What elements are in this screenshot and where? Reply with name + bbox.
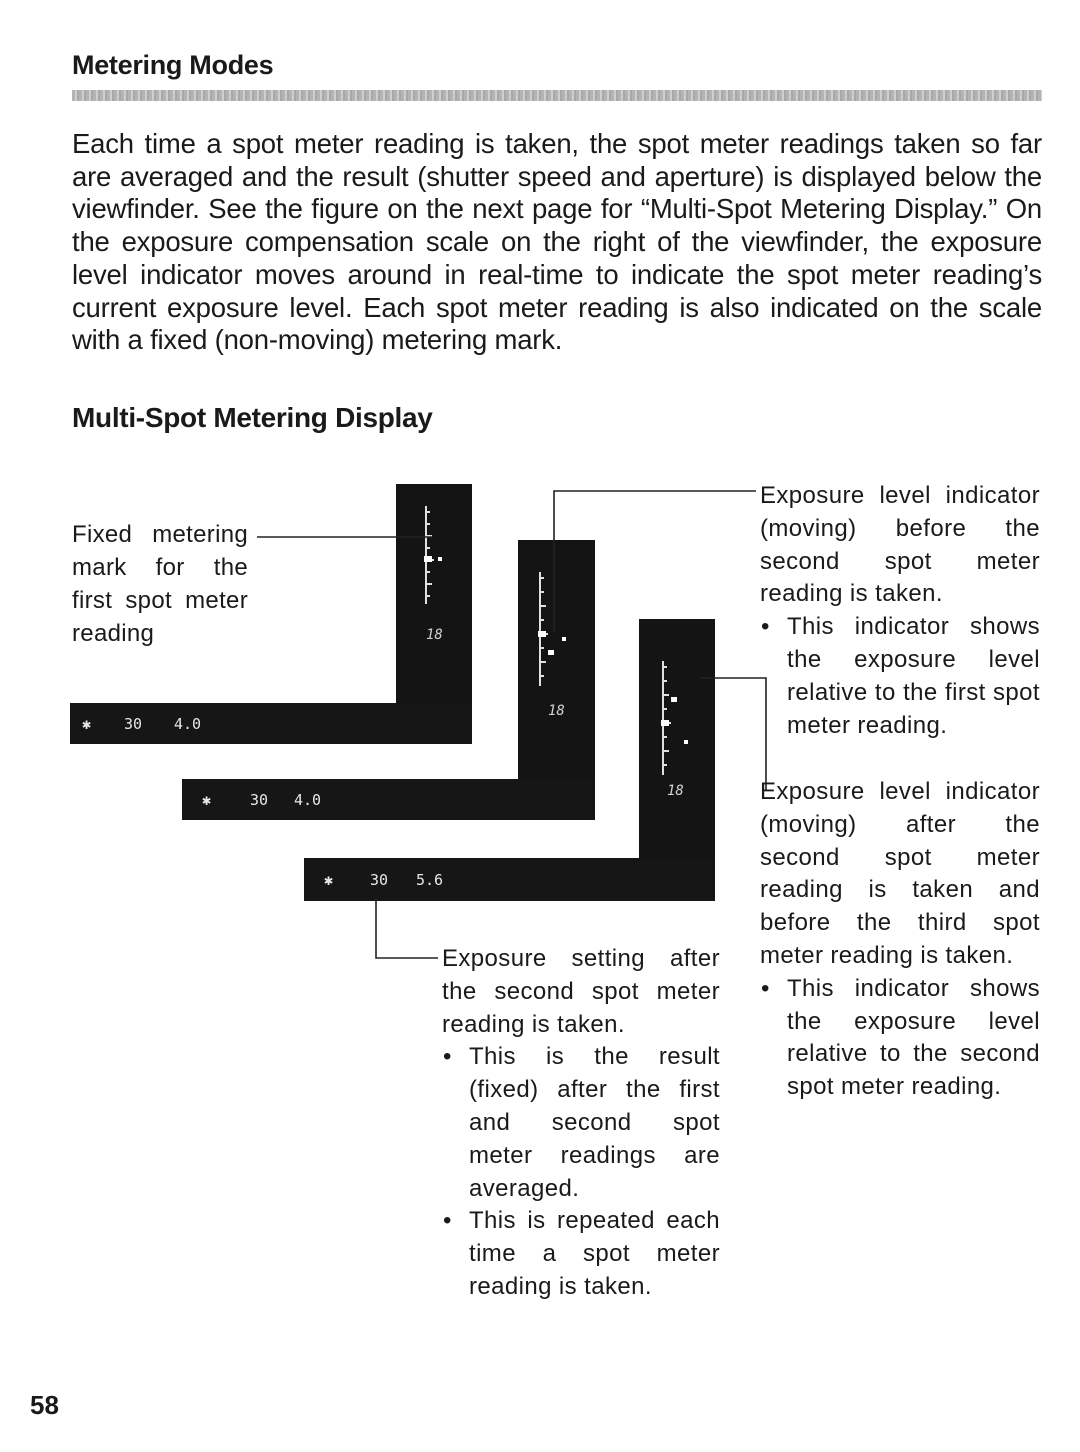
scale-number-3: 18 xyxy=(667,783,684,799)
fixed-mark-label-line: Fixed metering xyxy=(72,521,248,548)
scale-number-2: 18 xyxy=(548,703,565,719)
callout-bullet: • This is repeated each time a spot meter reading is taken. xyxy=(442,1205,720,1303)
figure-subtitle: Multi-Spot Metering Display xyxy=(72,402,433,433)
callout-indicator-after-second xyxy=(760,776,1040,1104)
leader-exposure-setting xyxy=(376,898,438,958)
callout-text: Exposure setting after the second spot meter reading is taken. xyxy=(442,945,720,1038)
display-symbol-1: ✱ xyxy=(82,714,92,733)
display-symbol-3: ✱ xyxy=(324,870,334,889)
shutter-speed-3: 30 xyxy=(370,870,389,889)
callout-text: Exposure level indicator (moving) before the second spot meter reading is taken. xyxy=(760,482,1040,608)
fixed-mark-label-line: first spot meter xyxy=(72,587,248,614)
display-symbol-2: ✱ xyxy=(202,790,212,809)
leader-before-second xyxy=(554,491,756,632)
scale-number-1: 18 xyxy=(426,627,443,643)
page-number: 58 xyxy=(30,1390,59,1420)
callout-bullet: • This is the result (fixed) after the first and second spot meter readings are averaged. xyxy=(442,1041,720,1205)
callout-bullet: • This indicator shows the exposure level relative to the second spot meter reading. xyxy=(760,973,1040,1104)
leader-after-second xyxy=(700,678,766,790)
callout-indicator-before-second xyxy=(760,480,1040,742)
aperture-3: 5.6 xyxy=(416,870,444,889)
shutter-speed-1: 30 xyxy=(124,714,143,733)
aperture-1: 4.0 xyxy=(174,714,202,733)
body-paragraph: Each time a spot meter reading is taken, the spot meter readings taken so far are averaged and the result (shutter speed and aperture) is displayed below the viewfinder. See the figure on the next page for “Multi-Spot Metering Display.” On the exposure compensation scale on the right of the viewfinder, the exposure level indicator moves around in real-time to indicate the spot meter reading’s current exposure level. Each spot meter reading is also indicated on the scale with a fixed (non-moving) metering mark. xyxy=(72,128,1042,356)
shutter-speed-2: 30 xyxy=(250,790,269,809)
fixed-mark-label-line: reading xyxy=(72,620,155,647)
callout-bullet: • This indicator shows the exposure level relative to the first spot meter reading. xyxy=(760,611,1040,742)
section-title: Metering Modes xyxy=(72,50,274,80)
aperture-2: 4.0 xyxy=(294,790,322,809)
callout-text: Exposure level indicator (moving) after the second spot meter reading is taken and before the third spot meter reading is taken. xyxy=(760,778,1040,969)
callout-exposure-setting xyxy=(442,943,720,1304)
fixed-mark-label-line: mark for the xyxy=(72,554,248,581)
